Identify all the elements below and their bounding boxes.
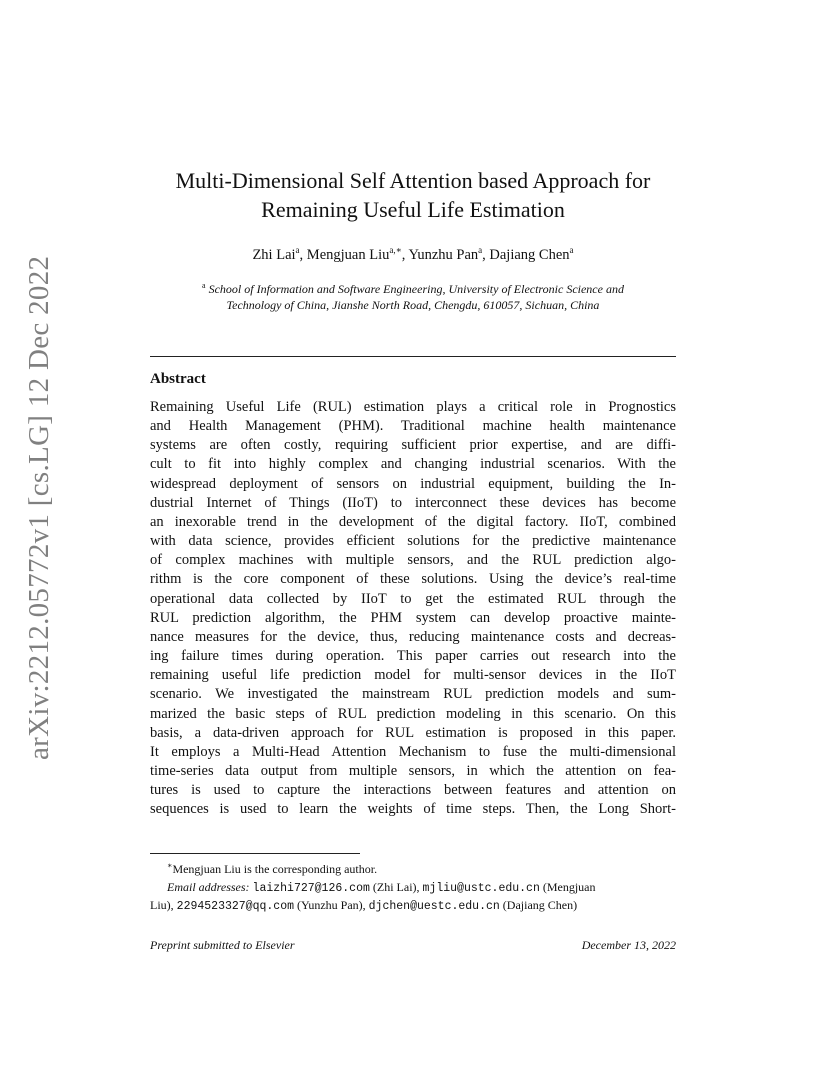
email-link[interactable]: 2294523327@qq.com <box>176 900 294 913</box>
email-owner: (Zhi Lai), <box>372 879 420 894</box>
email-owner: (Dajiang Chen) <box>502 898 578 912</box>
abstract-line: an inexorable trend in the development of the digital factory. IIoT, combined <box>150 513 676 530</box>
author-name: Yunzhu Pan <box>408 246 479 263</box>
email-link[interactable]: laizhi727@126.com <box>252 881 370 895</box>
header-divider <box>150 356 676 357</box>
abstract-line: time-series data output from multiple sensors, in which the attention on fea- <box>150 762 676 779</box>
abstract-line: sequences is used to learn the weights of time steps. Then, the Long Short- <box>150 801 676 818</box>
abstract-line: dustrial Internet of Things (IIoT) to interconnect these devices has become <box>150 494 676 511</box>
email-owner: (Mengjuan <box>542 879 596 894</box>
paper-title <box>150 166 676 224</box>
arxiv-identifier-stamp: arXiv:2212.05772v1 [cs.LG] 12 Dec 2022 <box>23 255 55 760</box>
affiliation-line-1: School of Information and Software Engineering, University of Electronic Science and <box>208 282 624 296</box>
affiliation <box>150 278 676 313</box>
email-link[interactable]: mjliu@ustc.edu.cn <box>422 881 540 895</box>
abstract-line: tures is used to capture the interactions between features and attention on <box>150 782 676 799</box>
footer-date: December 13, 2022 <box>581 938 676 952</box>
abstract-line: scenario. We investigated the mainstream RUL prediction models and sum- <box>150 686 676 703</box>
abstract-body <box>150 398 676 819</box>
abstract-line: basis, a data-driven approach for RUL estimation is proposed in this paper. <box>150 724 676 741</box>
abstract-line: rithm is the core component of these solutions. Using the device’s real-time <box>150 571 676 588</box>
abstract-line: nance measures for the device, thus, reducing maintenance costs and decreas- <box>150 628 676 645</box>
abstract-line: systems are often costly, requiring sufficient prior expertise, and are diffi- <box>150 437 676 454</box>
author-mark: a <box>295 245 300 255</box>
affiliation-line-2: Technology of China, Jianshe North Road, Chengdu, 610057, Sichuan, China <box>226 298 600 312</box>
abstract-line: It employs a Multi-Head Attention Mechanism to fuse the multi-dimensional <box>150 743 676 760</box>
abstract-heading: Abstract <box>150 371 206 387</box>
abstract-line: marized the basic steps of RUL prediction modeling in this scenario. On this <box>150 705 676 722</box>
abstract-line: Remaining Useful Life (RUL) estimation plays a critical role in Prognostics <box>150 399 676 415</box>
corresponding-author-note: Mengjuan Liu is the corresponding author. <box>172 862 378 876</box>
abstract-line: operational data collected by IIoT to get the estimated RUL through the <box>150 590 676 607</box>
abstract-line: with data science, provides efficient solutions for the predictive maintenance <box>150 533 676 550</box>
author-name: Dajiang Chen <box>489 246 570 263</box>
abstract-line: and Health Management (PHM). Traditional machine health maintenance <box>150 418 676 435</box>
footnote <box>150 857 676 916</box>
abstract-line: remaining useful life prediction model for multi-sensor devices in the IIoT <box>150 667 676 684</box>
email-label: Email addresses: <box>167 879 250 894</box>
abstract-line: RUL prediction algorithm, the PHM system can develop proactive mainte- <box>150 609 676 626</box>
abstract-line: ing failure times during operation. This paper carries out research into the <box>150 648 676 665</box>
author-name: Mengjuan Liu <box>306 246 390 263</box>
email-owner-wrap: Liu), <box>150 898 174 912</box>
title-line-1: Multi-Dimensional Self Attention based Approach for <box>175 168 651 193</box>
author-name: Zhi Lai <box>252 246 296 263</box>
email-owner: (Yunzhu Pan), <box>297 898 366 912</box>
title-line-2: Remaining Useful Life Estimation <box>261 197 565 222</box>
footnote-divider <box>150 853 360 854</box>
preprint-note: Preprint submitted to Elsevier <box>150 938 295 952</box>
abstract-line: of complex machines with multiple sensors, and the RUL prediction algo- <box>150 552 676 569</box>
abstract-line: widespread deployment of sensors on industrial equipment, building the In- <box>150 475 676 492</box>
author-mark: a,∗ <box>389 245 402 255</box>
author-list: Zhi Lai$^a$, Mengjuan Liu$^{a,∗}$, Yunzhu Pan$^a$, Dajiang Chen$^a$ <box>252 245 574 263</box>
author-mark: a <box>569 245 574 255</box>
email-link[interactable]: djchen@uestc.edu.cn <box>368 900 500 913</box>
author-mark: a <box>478 245 483 255</box>
footnote-star: ∗ <box>167 861 173 870</box>
abstract-line: cult to fit into highly complex and changing industrial scenarios. With the <box>150 456 676 473</box>
affiliation-mark: a <box>202 281 206 290</box>
